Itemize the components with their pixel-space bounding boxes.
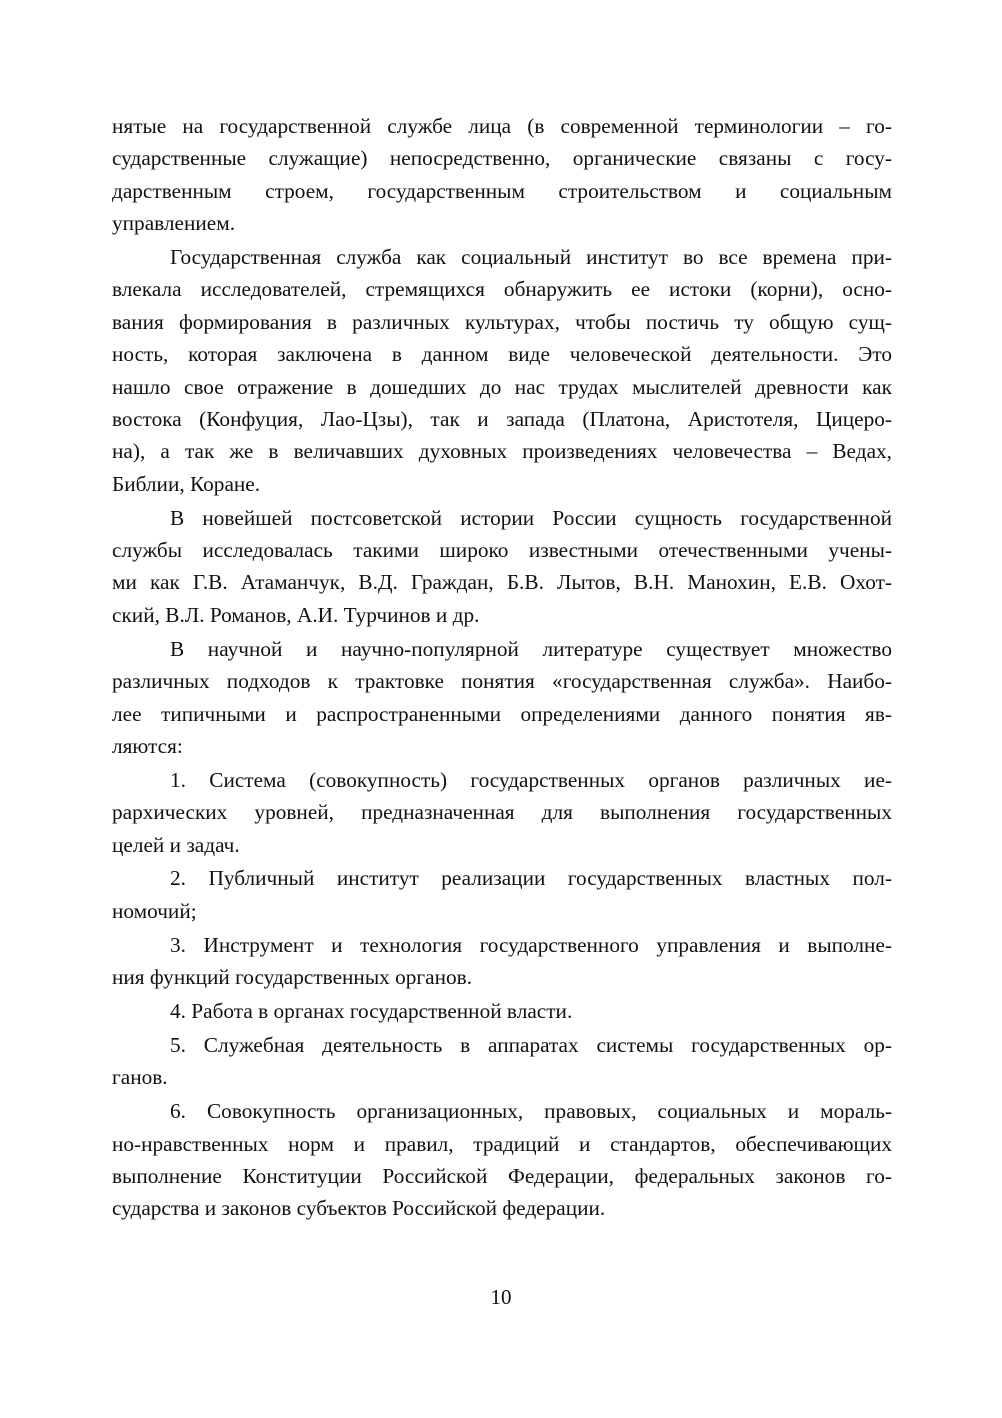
text-line: 1. Система (совокупность) государственных органов различных ие- [170, 767, 892, 792]
text-line: управлением. [112, 211, 236, 236]
paragraph [112, 764, 892, 861]
paragraph [112, 633, 892, 763]
text-line: сударства и законов субъектов Российской федерации. [112, 1196, 606, 1221]
text-line: 6. Совокупность организационных, правовых, социальных и мораль- [170, 1099, 892, 1124]
text-line: Государственная служба как социальный институт во все времена при- [170, 245, 892, 270]
text-line: вания формирования в различных культурах, чтобы постичь ту общую сущ- [112, 309, 892, 334]
text-line: нашло свое отражение в дошедших до нас трудах мыслителей древности как [112, 374, 892, 399]
text-line: влекала исследователей, стремящихся обнаружить ее истоки (корни), осно- [112, 277, 892, 302]
text-line: Библии, Коране. [112, 471, 261, 496]
paragraph [112, 1095, 892, 1225]
paragraph [112, 502, 892, 632]
text-line: но-нравственных норм и правил, традиций и стандартов, обеспечивающих [112, 1131, 892, 1156]
paragraph [112, 862, 892, 927]
text-line: ганов. [112, 1065, 168, 1090]
page-body-text [112, 110, 892, 1226]
text-line: целей и задач. [112, 832, 240, 857]
paragraph [112, 929, 892, 994]
text-line: ния функций государственных органов. [112, 965, 473, 990]
text-line: ляются: [112, 733, 183, 758]
text-line: дарственным строем, государственным строительством и социальным [112, 178, 892, 203]
text-line: службы исследовалась такими широко известными отечественными учены- [112, 538, 892, 563]
text-line: 2. Публичный институт реализации государственных властных пол- [170, 866, 892, 891]
text-line: В научной и научно-популярной литературе существует множество [170, 636, 892, 661]
text-line: выполнение Конституции Российской Федерации, федеральных законов го- [112, 1164, 892, 1188]
text-line: востока (Конфуция, Лао-Цзы), так и запада (Платона, Аристотеля, Цицеро- [112, 407, 892, 432]
text-line: ность, которая заключена в данном виде человеческой деятельности. Это [112, 342, 892, 367]
text-line: ский, В.Л. Романов, А.И. Турчинов и др. [112, 602, 480, 627]
text-line: лее типичными и распространенными определениями данного понятия яв- [112, 701, 892, 726]
text-line: номочий; [112, 898, 197, 923]
paragraph [112, 110, 892, 240]
paragraph [112, 995, 892, 1027]
text-line: ми как Г.В. Атаманчук, В.Д. Граждан, Б.В. Лытов, В.Н. Манохин, Е.В. Охот- [112, 570, 892, 595]
text-line: 4. Работа в органах государственной власти. [170, 999, 573, 1024]
text-line: рархических уровней, предназначенная для выполнения государственных [112, 800, 892, 825]
paragraph [112, 241, 892, 500]
text-line: 3. Инструмент и технология государственного управления и выполне- [170, 932, 892, 957]
paragraph [112, 1029, 892, 1094]
text-line: нятые на государственной службе лица (в современной терминологии – го- [112, 114, 892, 138]
text-line: различных подходов к трактовке понятия «государственная служба». Наибо- [112, 669, 892, 694]
text-line: 5. Служебная деятельность в аппаратах системы государственных ор- [170, 1032, 892, 1057]
text-line: В новейшей постсоветской истории России сущность государственной [170, 505, 892, 530]
text-line: на), а так же в величавших духовных произведениях человечества – Ведах, [112, 439, 892, 464]
page-number: 10 [490, 1285, 512, 1309]
text-line: сударственные служащие) непосредственно, органические связаны с госу- [112, 146, 892, 171]
